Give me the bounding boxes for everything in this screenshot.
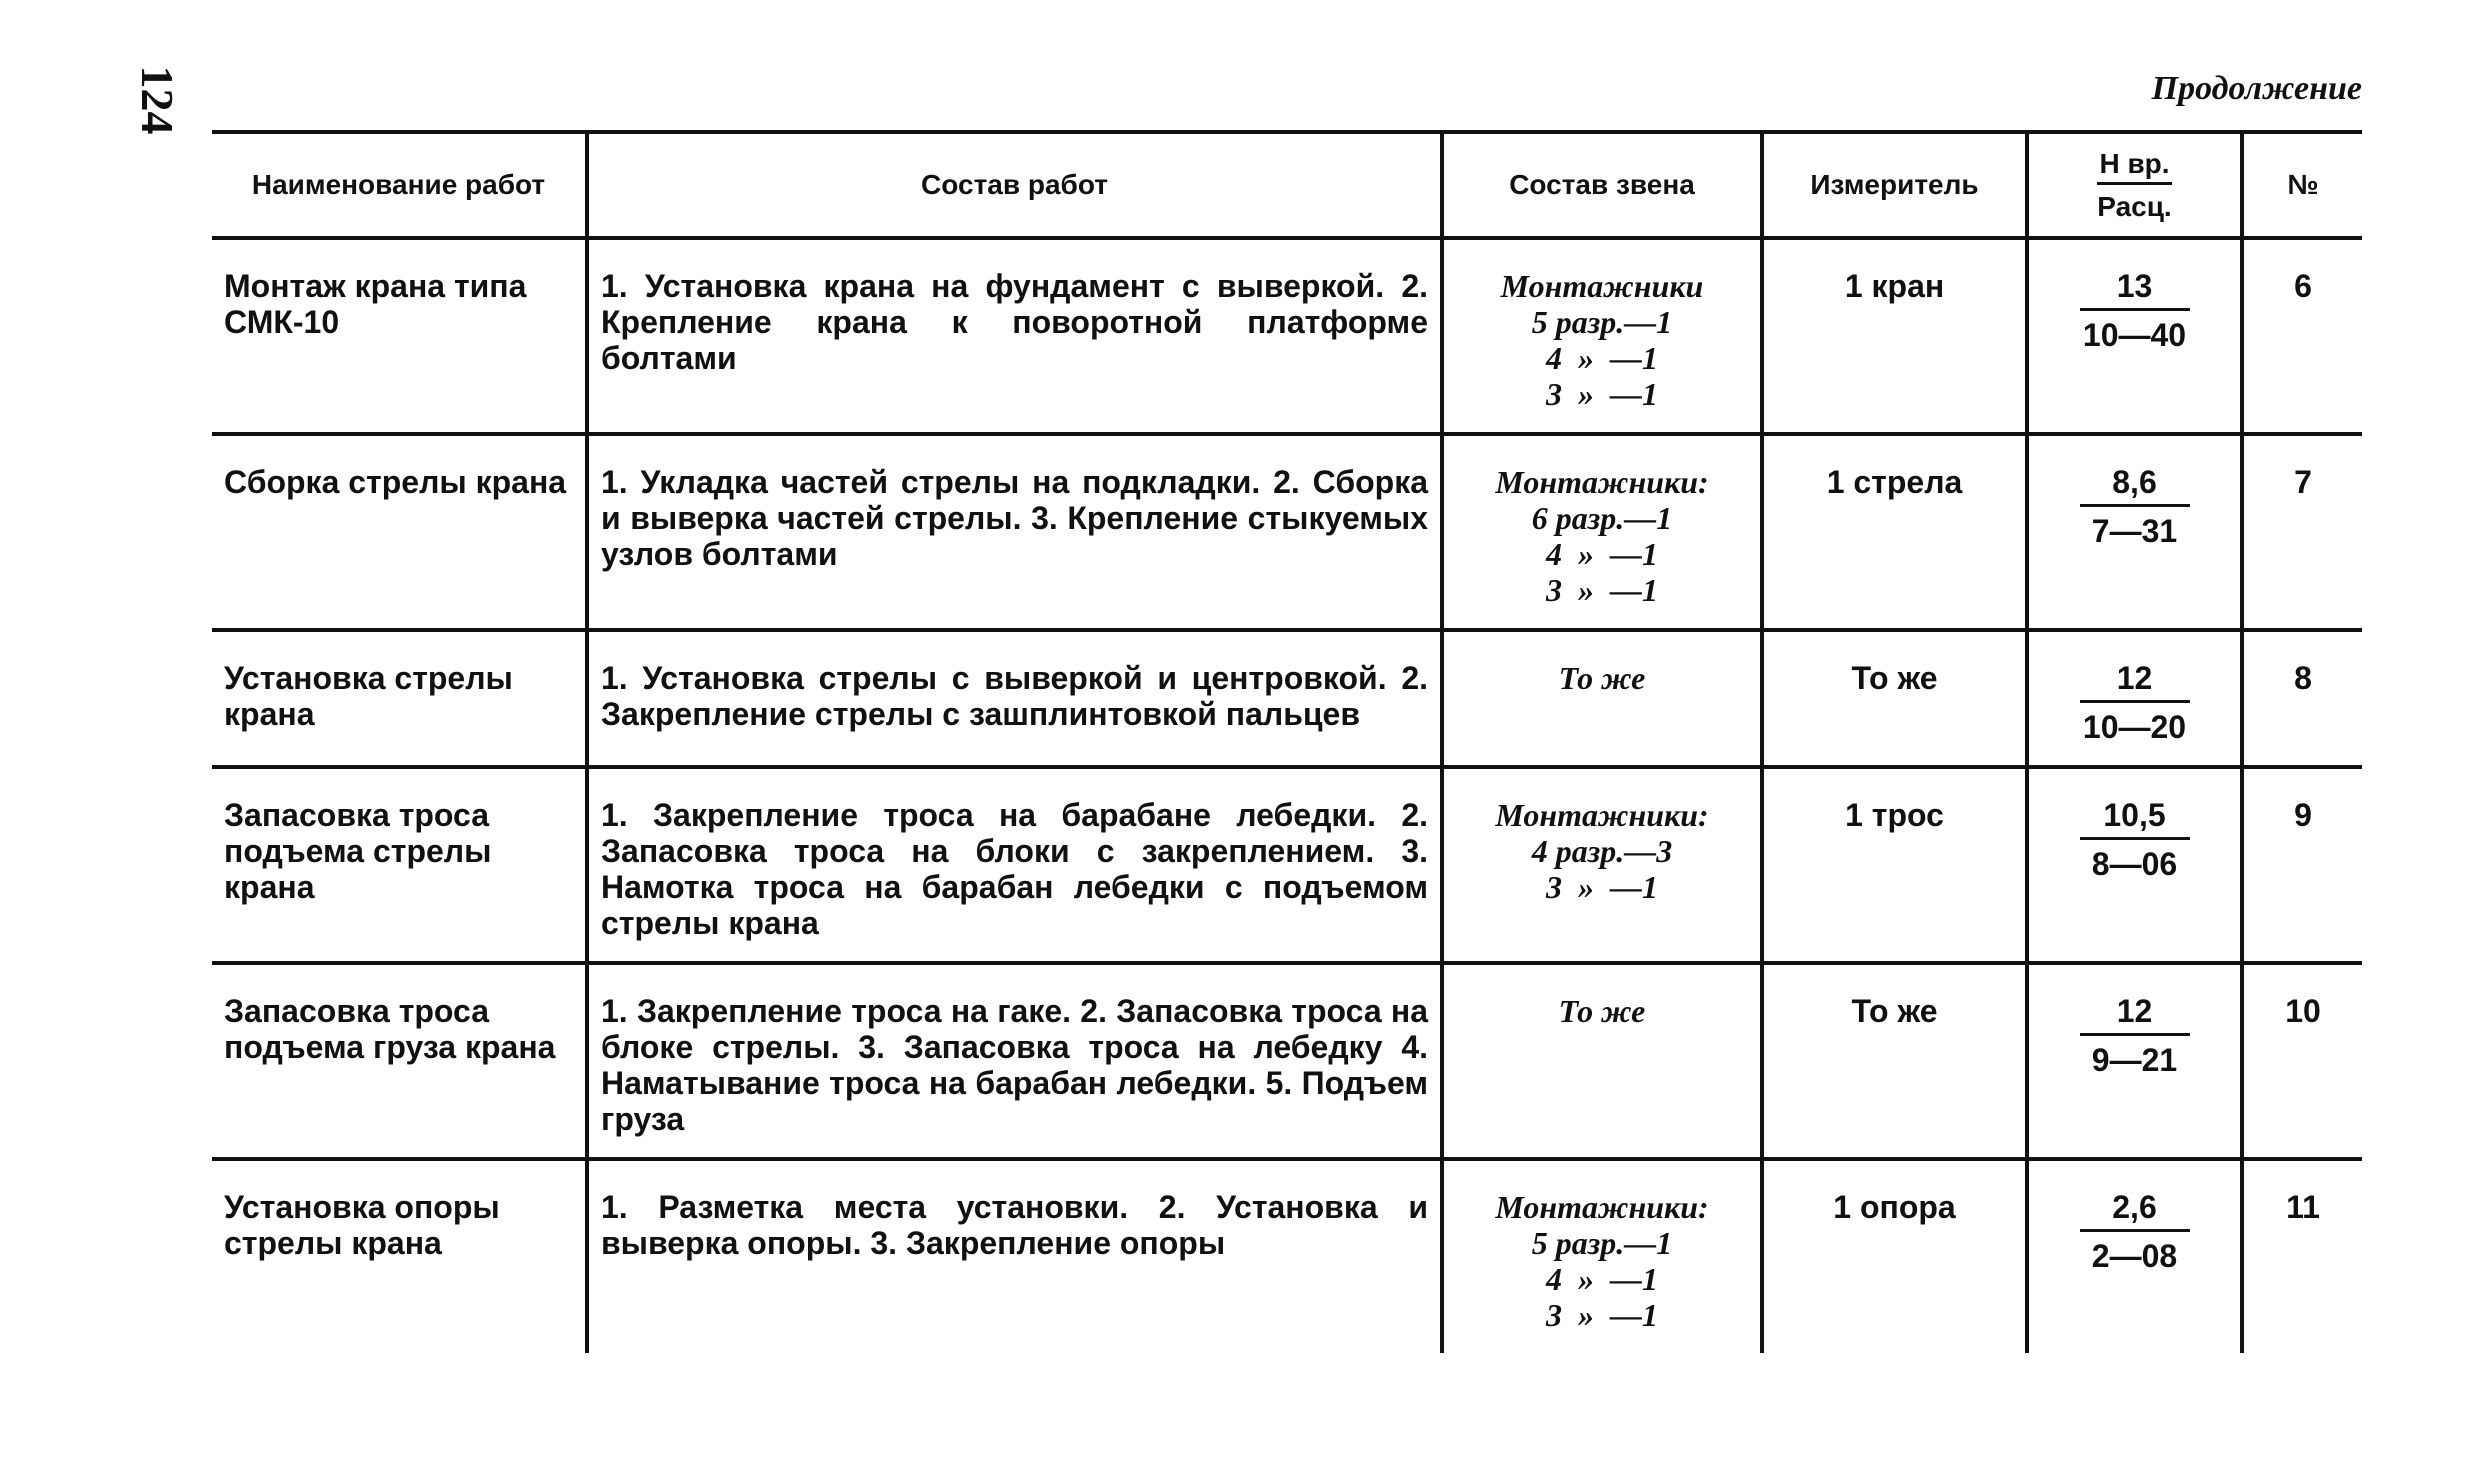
table-row xyxy=(212,963,2362,1159)
work-composition: 1. Установка крана на фундамент с выверкой. 2. Крепление крана к поворотной платформе болтами xyxy=(587,238,1442,434)
price-rate: 7—31 xyxy=(2091,513,2178,549)
row-number: 9 xyxy=(2242,767,2362,963)
unit-of-measure: То же xyxy=(1762,963,2027,1159)
time-norm: 10,5 xyxy=(2080,797,2190,840)
crew-line: Монтажники: xyxy=(1495,797,1709,833)
crew-line: 5 разр.—1 xyxy=(1531,304,1673,340)
price-rate: 9—21 xyxy=(2091,1042,2178,1078)
continuation-label: Продолжение xyxy=(2151,70,2362,107)
crew-line: 3 » —1 xyxy=(1546,869,1658,905)
table-row xyxy=(212,434,2362,630)
work-name: Запасовка троса подъема стрелы крана xyxy=(224,797,492,905)
time-norm: 12 xyxy=(2080,993,2190,1036)
table-row xyxy=(212,238,2362,434)
header-work-name: Наименование работ xyxy=(251,169,546,200)
rate-cell xyxy=(2027,434,2242,630)
unit-of-measure: 1 трос xyxy=(1762,767,2027,963)
row-number: 10 xyxy=(2242,963,2362,1159)
rate-cell xyxy=(2027,963,2242,1159)
time-norm: 8,6 xyxy=(2080,464,2190,507)
crew-line: 3 » —1 xyxy=(1546,572,1658,608)
crew-line: Монтажники xyxy=(1500,268,1704,304)
crew-line: 4 разр.—3 xyxy=(1531,833,1673,869)
work-name: Установка опоры стрелы крана xyxy=(224,1189,500,1261)
header-rate xyxy=(2027,132,2242,238)
header-rate-time: Н вр. xyxy=(2097,146,2171,185)
work-composition: 1. Укладка частей стрелы на подкладки. 2. Сборка и выверка частей стрелы. 3. Крепление стыкуемых узлов болтами xyxy=(587,434,1442,630)
row-number: 11 xyxy=(2242,1159,2362,1353)
page-number: 124 xyxy=(132,65,184,135)
crew-line: 4 » —1 xyxy=(1546,1261,1658,1297)
header-number: № xyxy=(2242,132,2362,238)
header-rate-fraction xyxy=(2097,146,2171,225)
crew-line: Монтажники: xyxy=(1495,464,1709,500)
rate-fraction xyxy=(2080,797,2190,882)
price-rate: 8—06 xyxy=(2091,846,2178,882)
work-name: Установка стрелы крана xyxy=(224,660,513,732)
header-unit: Измеритель xyxy=(1762,132,2027,238)
crew-line: Монтажники: xyxy=(1495,1189,1709,1225)
unit-of-measure: 1 опора xyxy=(1762,1159,2027,1353)
table-row xyxy=(212,630,2362,767)
work-norms-table xyxy=(212,130,2362,1353)
work-name: Монтаж крана типа СМК-10 xyxy=(224,268,527,340)
crew-line: 3 » —1 xyxy=(1546,376,1658,412)
crew-composition xyxy=(1442,963,1762,1159)
crew-line: 5 разр.—1 xyxy=(1531,1225,1673,1261)
work-composition: 1. Закрепление троса на барабане лебедки. 2. Запасовка троса на блоки с закреплением. 3. Намотка троса на барабан лебедки с подъемом стрелы крана xyxy=(587,767,1442,963)
rate-fraction xyxy=(2080,993,2190,1078)
row-number: 8 xyxy=(2242,630,2362,767)
unit-of-measure: То же xyxy=(1762,630,2027,767)
rate-fraction xyxy=(2080,268,2190,353)
table-body xyxy=(212,238,2362,1353)
header-crew: Состав звена xyxy=(1442,132,1762,238)
work-composition: 1. Закрепление троса на гаке. 2. Запасовка троса на блоке стрелы. 3. Запасовка троса на лебедку 4. Наматывание троса на барабан лебедки. 5. Подъем груза xyxy=(587,963,1442,1159)
crew-line: То же xyxy=(1558,660,1646,696)
time-norm: 12 xyxy=(2080,660,2190,703)
unit-of-measure: 1 кран xyxy=(1762,238,2027,434)
rate-cell xyxy=(2027,630,2242,767)
price-rate: 2—08 xyxy=(2091,1238,2178,1274)
crew-line: 4 » —1 xyxy=(1546,340,1658,376)
crew-composition xyxy=(1442,630,1762,767)
crew-composition xyxy=(1442,238,1762,434)
rate-fraction xyxy=(2080,464,2190,549)
rate-cell xyxy=(2027,767,2242,963)
price-rate: 10—40 xyxy=(2082,317,2187,353)
crew-line: То же xyxy=(1558,993,1646,1029)
crew-line: 4 » —1 xyxy=(1546,536,1658,572)
unit-of-measure: 1 стрела xyxy=(1762,434,2027,630)
crew-composition xyxy=(1442,434,1762,630)
time-norm: 13 xyxy=(2080,268,2190,311)
table-row xyxy=(212,1159,2362,1353)
crew-line: 6 разр.—1 xyxy=(1531,500,1673,536)
rate-cell xyxy=(2027,1159,2242,1353)
table-row xyxy=(212,767,2362,963)
row-number: 6 xyxy=(2242,238,2362,434)
time-norm: 2,6 xyxy=(2080,1189,2190,1232)
rate-cell xyxy=(2027,238,2242,434)
header-work-composition: Состав работ xyxy=(587,132,1442,238)
work-name: Сборка стрелы крана xyxy=(224,464,567,500)
work-name: Запасовка троса подъема груза крана xyxy=(224,993,556,1065)
crew-composition xyxy=(1442,1159,1762,1353)
rate-fraction xyxy=(2080,660,2190,745)
crew-line: 3 » —1 xyxy=(1546,1297,1658,1333)
header-rate-price: Расц. xyxy=(2097,190,2172,222)
crew-composition xyxy=(1442,767,1762,963)
work-composition: 1. Установка стрелы с выверкой и центровкой. 2. Закрепление стрелы с зашплинтовкой пальцев xyxy=(587,630,1442,767)
work-composition: 1. Разметка места установки. 2. Установка и выверка опоры. 3. Закрепление опоры xyxy=(587,1159,1442,1353)
row-number: 7 xyxy=(2242,434,2362,630)
rate-fraction xyxy=(2080,1189,2190,1274)
price-rate: 10—20 xyxy=(2082,709,2187,745)
table-header-row xyxy=(212,132,2362,238)
